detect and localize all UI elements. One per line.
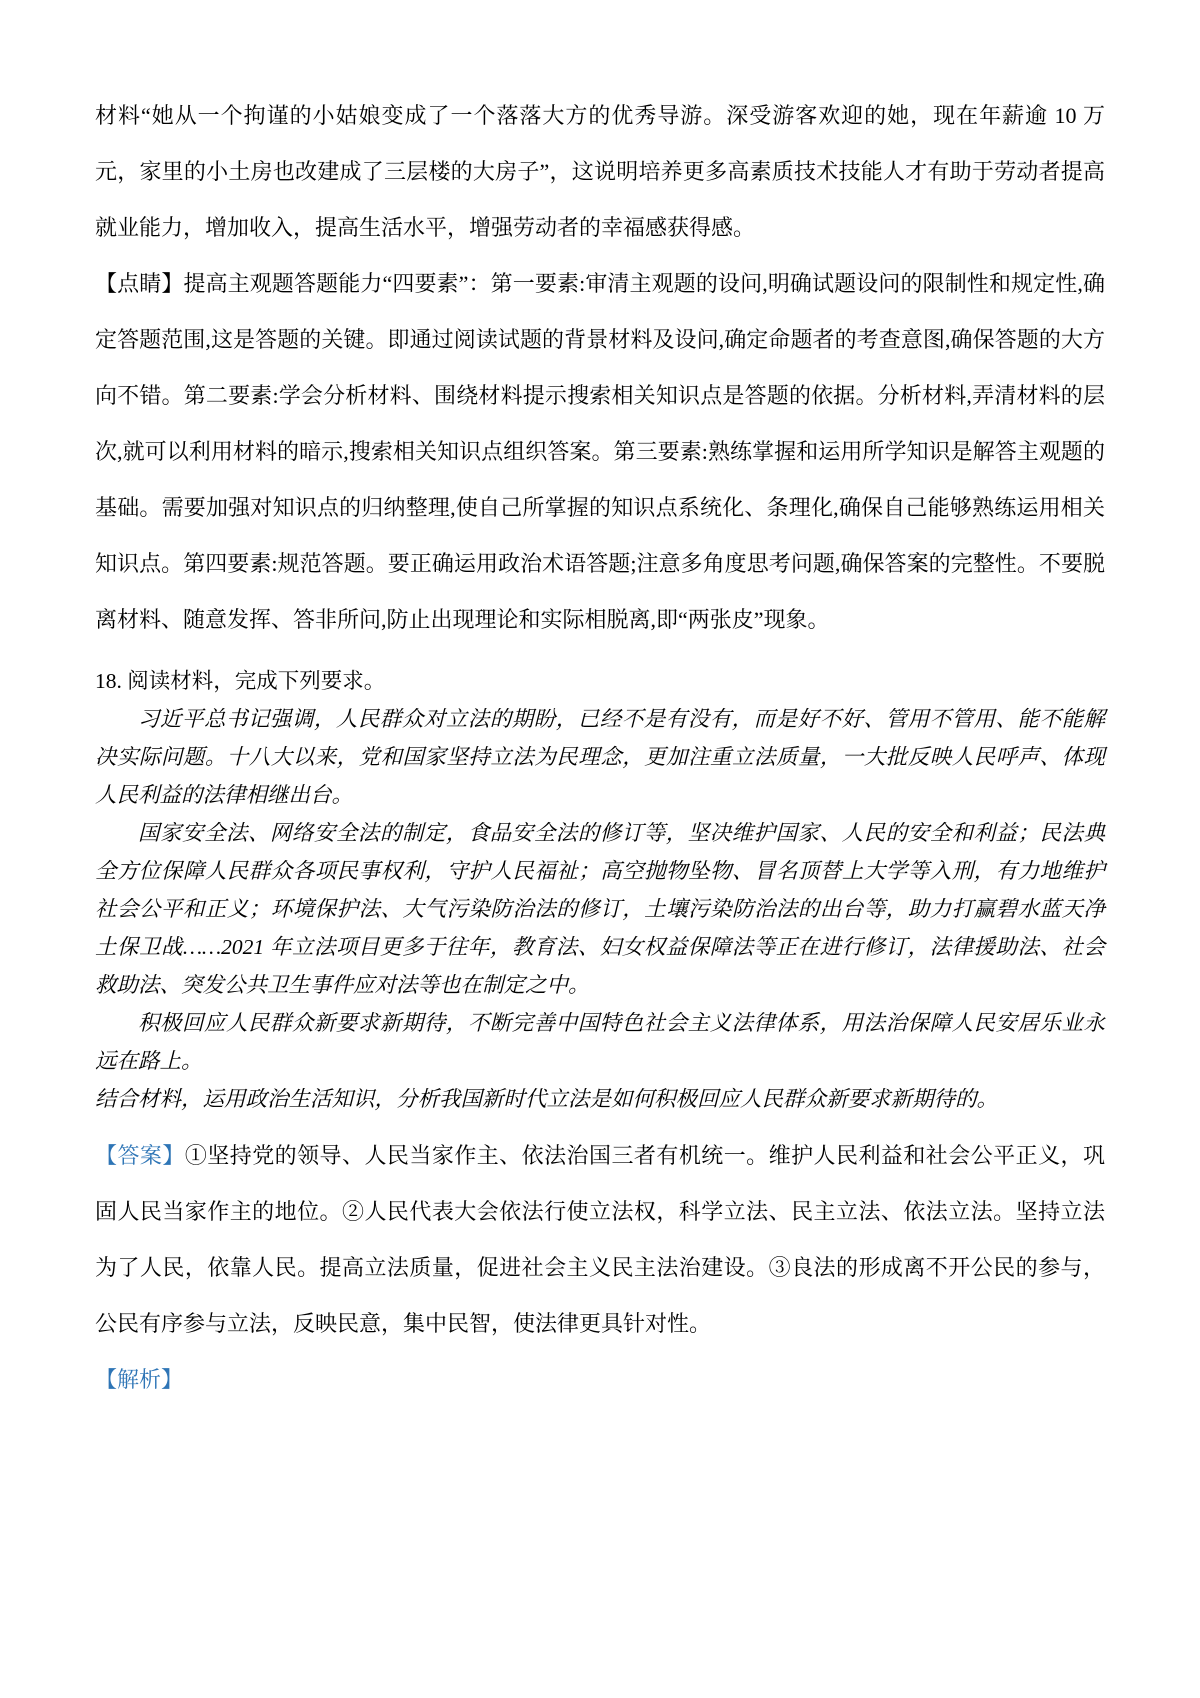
- dianjing-text: 提高主观题答题能力“四要素”：第一要素:审清主观题的设问,明确试题设问的限制性和规定性,确定答题范围,这是答题的关键。即通过阅读试题的背景材料及设问,确定命题者的考查意图,确保答题的大方向不错。第二要素:学会分析材料、围绕材料提示搜索相关知识点是答题的依据。分析材料,弄清材料的层次,就可以利用材料的暗示,搜索相关知识点组织答案。第三要素:熟练掌握和运用所学知识是解答主观题的基础。需要加强对知识点的归纳整理,使自己所掌握的知识点系统化、条理化,确保自己能够熟练运用相关知识点。第四要素:规范答题。要正确运用政治术语答题;注意多角度思考问题,确保答案的完整性。不要脱离材料、随意发挥、答非所问,防止出现理论和实际相脱离,即“两张皮”现象。: [95, 271, 1105, 632]
- answer-section: [95, 1128, 1105, 1408]
- dianjing-label: 【点睛】: [95, 271, 184, 296]
- answer-label: 【答案】: [95, 1143, 185, 1168]
- question-18-section: [95, 662, 1105, 1118]
- dianjing-paragraph: [95, 256, 1105, 648]
- question-18-heading: 18. 阅读材料，完成下列要求。: [95, 669, 386, 693]
- question-18-material-1: 习近平总书记强调，人民群众对立法的期盼，已经不是有没有，而是好不好、管用不管用、能不能解决实际问题。十八大以来，党和国家坚持立法为民理念，更加注重立法质量，一大批反映人民呼声、体现人民利益的法律相继出台。: [95, 707, 1105, 807]
- jiexi-paragraph: [95, 1352, 1105, 1408]
- answer-text: ①坚持党的领导、人民当家作主、依法治国三者有机统一。维护人民利益和社会公平正义，巩固人民当家作主的地位。②人民代表大会依法行使立法权，科学立法、民主立法、依法立法。坚持立法为了人民，依靠人民。提高立法质量，促进社会主义民主法治建设。③良法的形成离不开公民的参与，公民有序参与立法，反映民意，集中民智，使法律更具针对性。: [95, 1143, 1105, 1336]
- question-18-material-3: 积极回应人民群众新要求新期待，不断完善中国特色社会主义法律体系，用法治保障人民安居乐业永远在路上。: [95, 1011, 1105, 1073]
- question-18-material-2: 国家安全法、网络安全法的制定，食品安全法的修订等，坚决维护国家、人民的安全和利益；民法典全方位保障人民群众各项民事权利，守护人民福祉；高空抛物坠物、冒名顶替上大学等入刑，有力地维护社会公平和正义；环境保护法、大气污染防治法的修订，土壤污染防治法的出台等，助力打赢碧水蓝天净土保卫战……2021 年立法项目更多于往年，教育法、妇女权益保障法等正在进行修订，法律援助法、社会救助法、突发公共卫生事件应对法等也在制定之中。: [95, 821, 1105, 997]
- previous-answer-tail-paragraph: 材料“她从一个拘谨的小姑娘变成了一个落落大方的优秀导游。深受游客欢迎的她，现在年薪逾 10 万元，家里的小土房也改建成了三层楼的大房子”，这说明培养更多高素质技术技能人才有助于劳动者提高就业能力，增加收入，提高生活水平，增强劳动者的幸福感获得感。: [95, 103, 1105, 240]
- question-18-task: 结合材料，运用政治生活知识，分析我国新时代立法是如何积极回应人民群众新要求新期待的。: [95, 1087, 999, 1111]
- answer-paragraph: [95, 1128, 1105, 1352]
- jiexi-label: 【解析】: [95, 1367, 184, 1392]
